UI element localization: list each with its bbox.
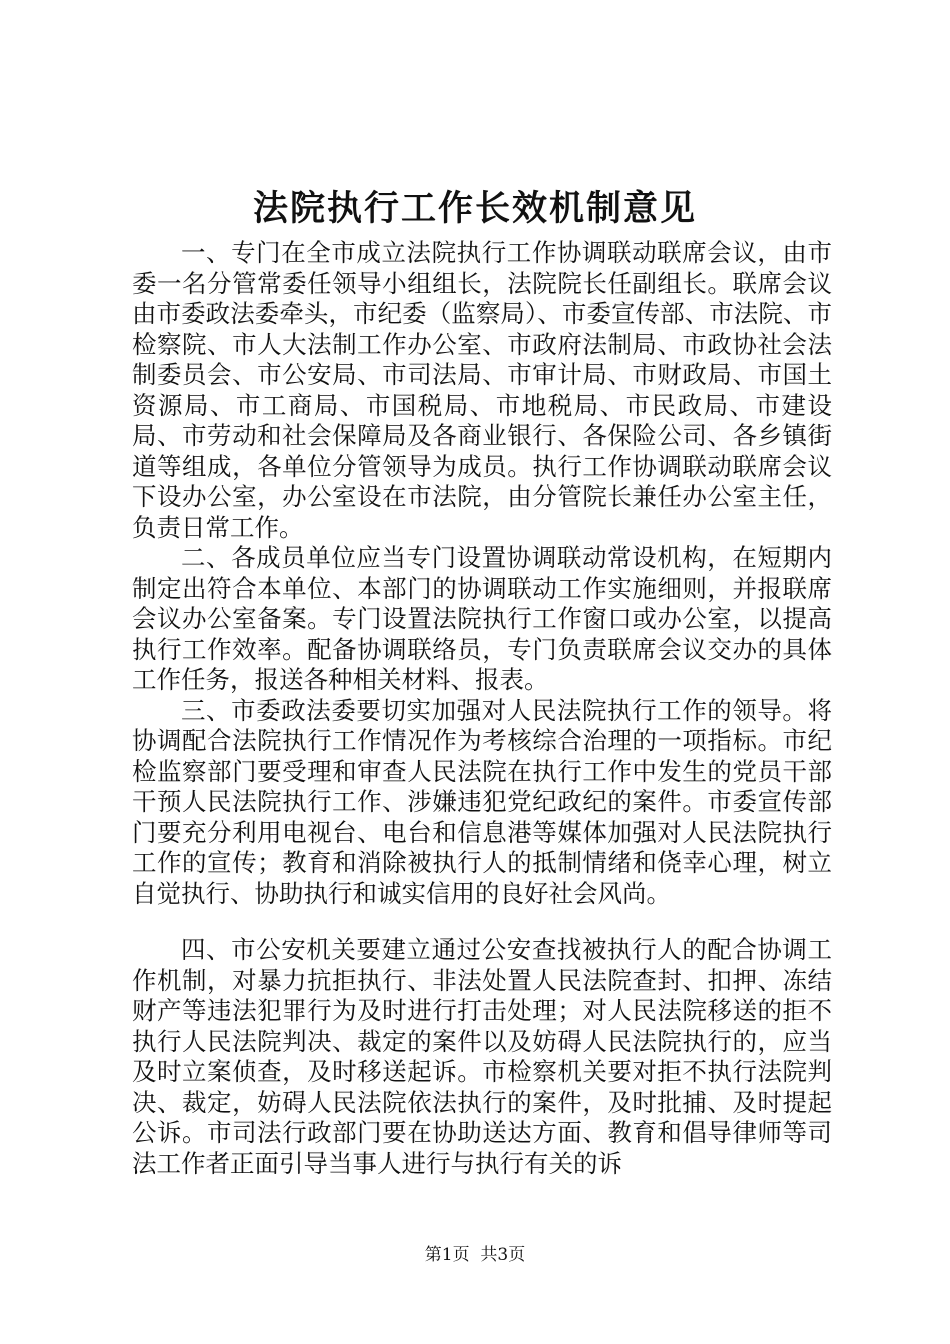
- page-footer: [0, 1243, 950, 1267]
- paragraph-4: 四、市公安机关要建立通过公安查找被执行人的配合协调工作机制，对暴力抗拒执行、非法处置人民法院查封、扣押、冻结财产等违法犯罪行为及时进行打击处理；对人民法院移送的拒不执行人民法院判决、裁定的案件以及妨碍人民法院执行的，应当及时立案侦查，及时移送起诉。市检察机关要对拒不执行法院判决、裁定，妨碍人民法院依法执行的案件，及时批捕、及时提起公诉。市司法行政部门要在协助送达方面、教育和倡导律师等司法工作者正面引导当事人进行与执行有关的诉: [132, 935, 832, 1178]
- document-body-upper: [132, 238, 832, 909]
- document-title: 法院执行工作长效机制意见: [252, 188, 697, 229]
- paragraph-3: 三、市委政法委要切实加强对人民法院执行工作的领导。将协调配合法院执行工作情况作为考核综合治理的一项指标。市纪检监察部门要受理和审查人民法院在执行工作中发生的党员干部干预人民法院执行工作、涉嫌违犯党纪政纪的案件。市委宣传部门要充分利用电视台、电台和信息港等媒体加强对人民法院执行工作的宣传；教育和消除被执行人的抵制情绪和侥幸心理，树立自觉执行、协助执行和诚实信用的良好社会风尚。: [132, 695, 832, 908]
- page-total: 共3页: [480, 1245, 526, 1265]
- page-number: 第1页: [424, 1245, 470, 1265]
- paragraph-2: 二、各成员单位应当专门设置协调联动常设机构，在短期内制定出符合本单位、本部门的协调联动工作实施细则，并报联席会议办公室备案。专门设置法院执行工作窗口或办公室，以提高执行工作效率。配备协调联络员，专门负责联席会议交办的具体工作任务，报送各种相关材料、报表。: [132, 543, 832, 694]
- document-body-lower: [132, 935, 832, 1179]
- paragraph-1: 一、专门在全市成立法院执行工作协调联动联席会议，由市委一名分管常委任领导小组组长，法院院长任副组长。联席会议由市委政法委牵头，市纪委（监察局）、市委宣传部、市法院、市检察院、市人大法制工作办公室、市政府法制局、市政协社会法制委员会、市公安局、市司法局、市审计局、市财政局、市国土资源局、市工商局、市国税局、市地税局、市民政局、市建设局、市劳动和社会保障局及各商业银行、各保险公司、各乡镇街道等组成，各单位分管领导为成员。执行工作协调联动联席会议下设办公室，办公室设在市法院，由分管院长兼任办公室主任，负责日常工作。: [132, 238, 832, 542]
